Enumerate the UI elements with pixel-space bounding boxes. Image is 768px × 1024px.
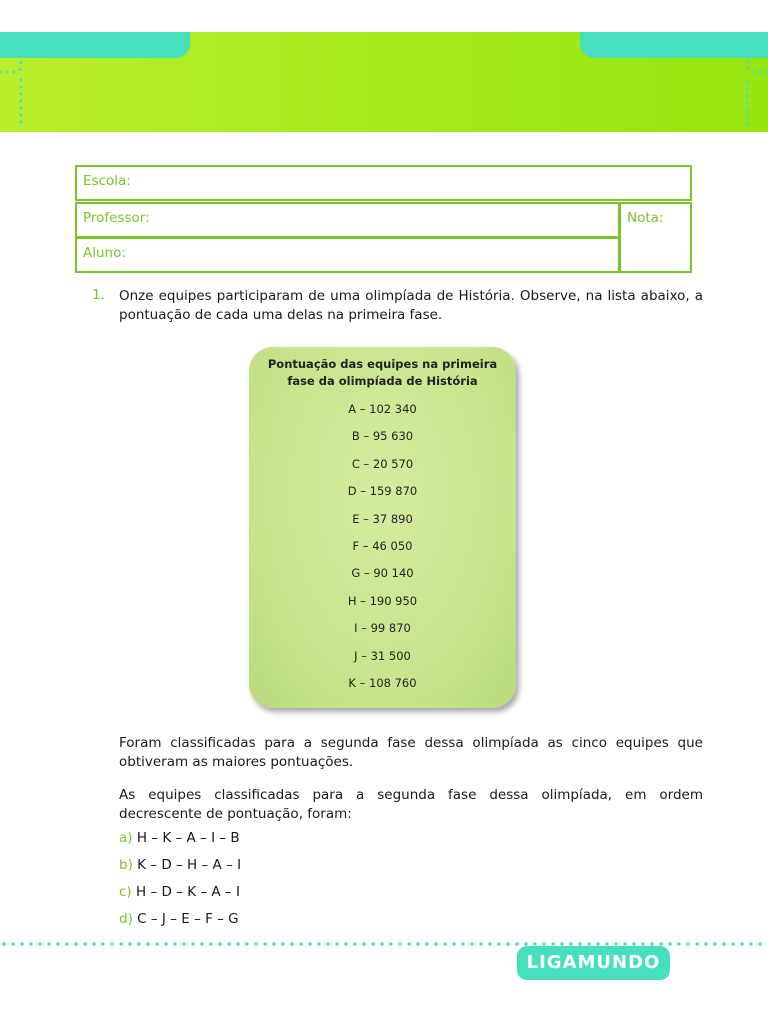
score-item: G – 90 140	[351, 566, 414, 581]
score-item: I – 99 870	[354, 621, 411, 636]
option-letter: b)	[119, 857, 133, 873]
option-text: H – D – K – A – I	[136, 884, 240, 900]
option-b[interactable]	[119, 856, 241, 883]
score-item: A – 102 340	[348, 402, 417, 416]
professor-field[interactable]	[75, 202, 620, 238]
aluno-label: Aluno:	[83, 245, 126, 261]
score-item: B – 95 630	[351, 429, 414, 444]
nota-field[interactable]	[619, 202, 692, 273]
escola-label: Escola:	[83, 173, 131, 189]
option-d[interactable]	[119, 910, 241, 937]
answer-options	[119, 829, 241, 937]
paragraph-classification: Foram classificadas para a segunda fase dessa olimpíada as cinco equipes que obtiveram as maiores pontuações.	[119, 735, 703, 770]
header-banner	[0, 0, 768, 132]
option-a[interactable]	[119, 829, 241, 856]
aluno-field[interactable]	[75, 237, 620, 273]
escola-field[interactable]	[75, 165, 692, 201]
option-text: K – D – H – A – I	[137, 857, 242, 873]
option-letter: d)	[119, 911, 133, 927]
card-title-line1: Pontuação das equipes na primeira	[267, 357, 498, 371]
card-title	[249, 356, 516, 390]
option-text: C – J – E – F – G	[137, 911, 239, 927]
score-item: H – 190 950	[347, 593, 418, 608]
score-item: K – 108 760	[348, 675, 417, 690]
nota-label: Nota:	[627, 210, 664, 226]
paragraph-question-prompt: As equipes classificadas para a segunda fase dessa olimpíada, em ordem decrescente de pontuação, foram:	[119, 787, 703, 822]
score-item: J – 31 500	[354, 648, 411, 663]
score-item: F – 46 050	[352, 538, 413, 553]
banner-dotted-border	[0, 0, 768, 132]
option-text: H – K – A – I – B	[136, 830, 240, 846]
professor-label: Professor:	[83, 210, 150, 226]
card-title-line2: fase da olimpíada de História	[287, 374, 478, 388]
score-item: D – 159 870	[347, 484, 418, 499]
score-list	[249, 401, 516, 702]
ligamundo-logo: LIGAMUNDO	[517, 946, 670, 980]
option-letter: a)	[119, 830, 133, 846]
option-c[interactable]	[119, 883, 241, 910]
score-item: C – 20 570	[351, 456, 414, 471]
question-text: Onze equipes participaram de uma olimpíada de História. Observe, na lista abaixo, a pontuação de cada uma delas na primeira fase.	[119, 288, 703, 323]
score-card	[249, 347, 516, 708]
question-number: 1.	[92, 287, 105, 303]
option-letter: c)	[119, 884, 132, 900]
score-item: E – 37 890	[352, 511, 413, 526]
student-info-form	[75, 165, 692, 273]
